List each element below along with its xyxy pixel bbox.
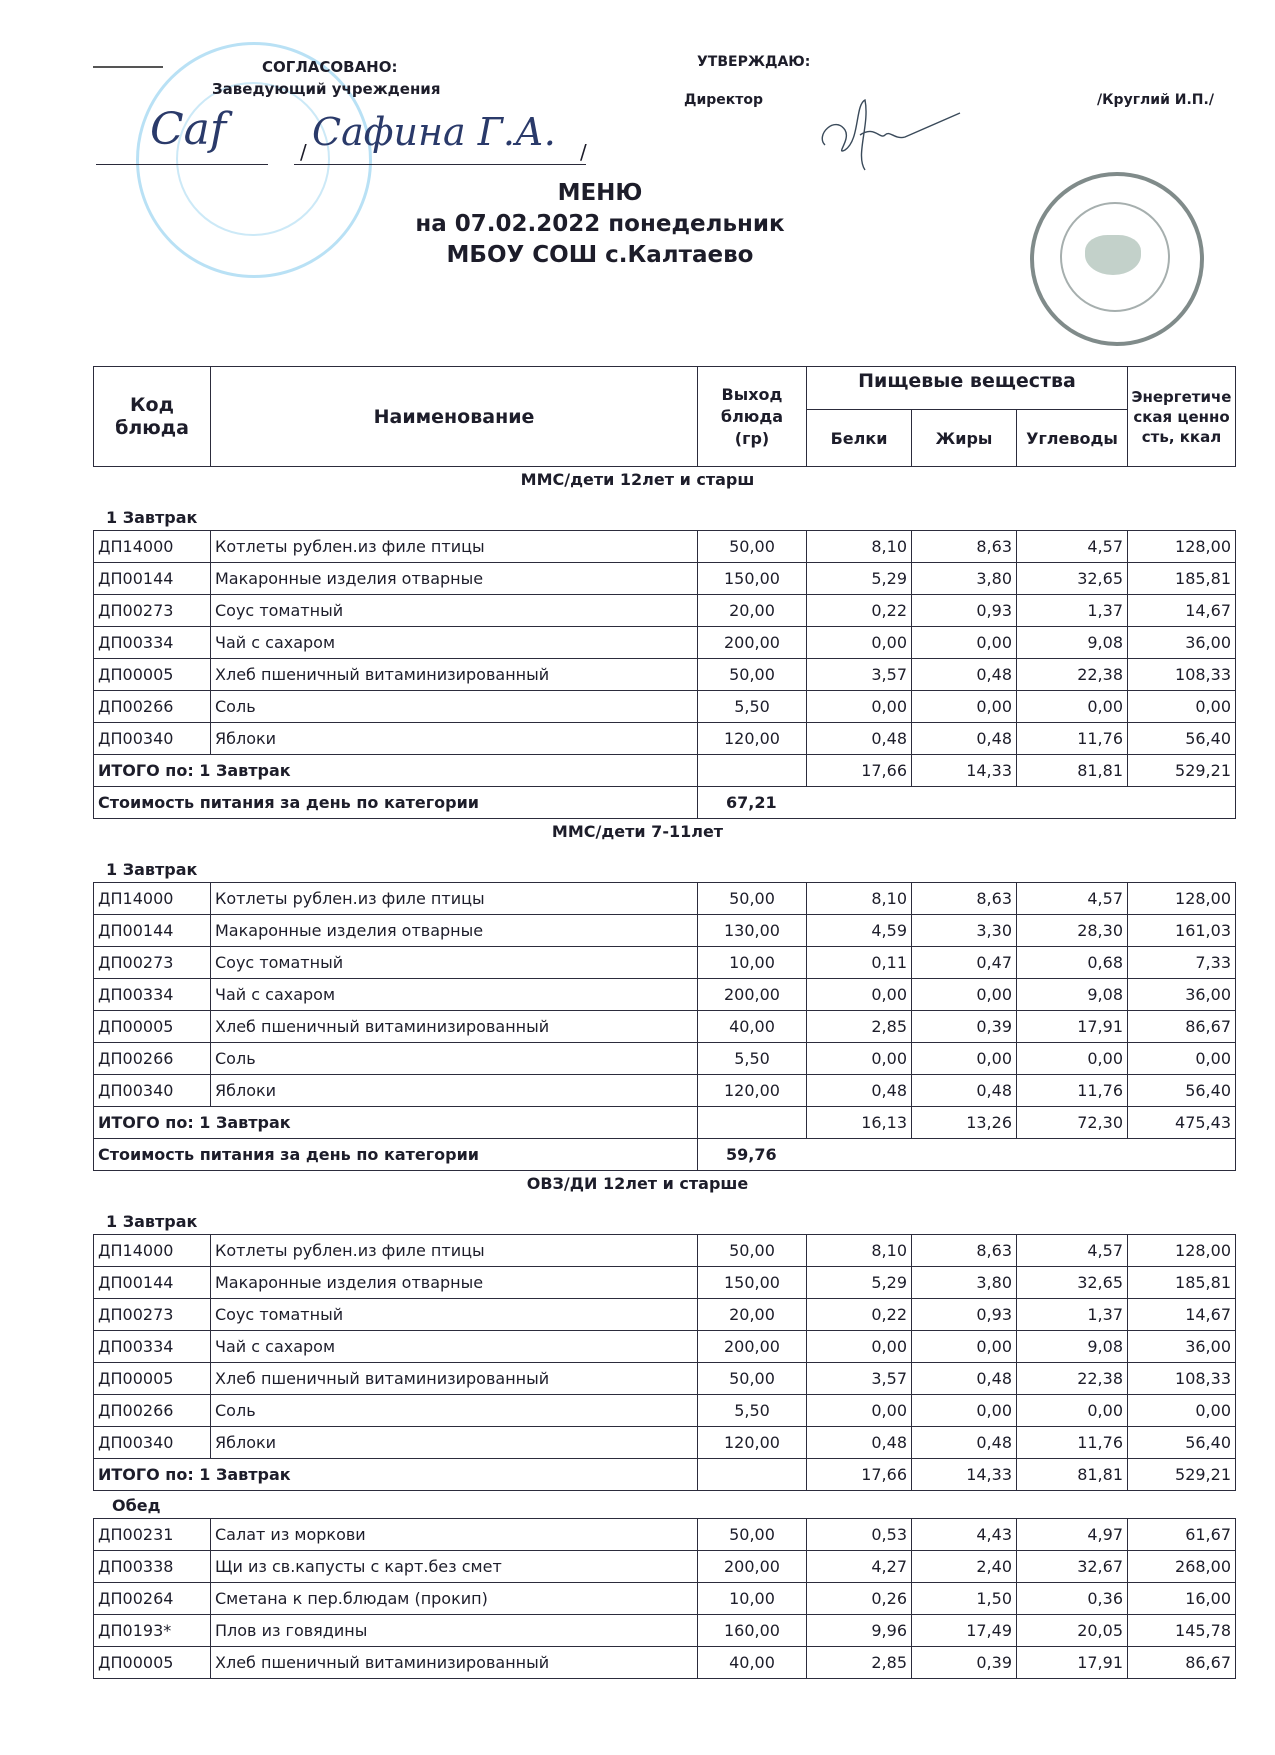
approved-role: Директор: [684, 92, 764, 108]
dish-yield: 10,00: [698, 1583, 807, 1615]
dish-code: ДП00338: [94, 1551, 211, 1583]
agreed-slash-right: /: [580, 140, 587, 164]
total-proteins: 17,66: [807, 1459, 912, 1491]
table-row: [94, 723, 1236, 755]
table-row: [94, 1647, 1236, 1679]
agreed-signature: Caf: [150, 104, 227, 155]
dish-name: Плов из говядины: [211, 1615, 698, 1647]
dish-fats: 3,30: [912, 915, 1017, 947]
dish-fats: 8,63: [912, 1235, 1017, 1267]
meal-table: [93, 882, 1236, 1171]
dish-code: ДП00334: [94, 1331, 211, 1363]
dish-name: Котлеты рублен.из филе птицы: [211, 531, 698, 563]
menu-title-block: [380, 178, 820, 271]
table-row: [94, 627, 1236, 659]
dish-name: Хлеб пшеничный витаминизированный: [211, 659, 698, 691]
table-row: [94, 979, 1236, 1011]
dish-carbs: 22,38: [1017, 659, 1128, 691]
dish-code: ДП00340: [94, 723, 211, 755]
table-row: [94, 1551, 1236, 1583]
dish-proteins: 5,29: [807, 1267, 912, 1299]
agreed-slash-left: /: [300, 140, 307, 164]
dish-fats: 0,00: [912, 627, 1017, 659]
dish-yield: 10,00: [698, 947, 807, 979]
dish-name: Яблоки: [211, 723, 698, 755]
dish-code: ДП00231: [94, 1519, 211, 1551]
dish-code: ДП0193*: [94, 1615, 211, 1647]
category-heading: ММС/дети 7-11лет: [551, 822, 724, 841]
table-row: [94, 659, 1236, 691]
table-row: [94, 1615, 1236, 1647]
dish-code: ДП14000: [94, 1235, 211, 1267]
dish-fats: 3,80: [912, 563, 1017, 595]
agreed-role: Заведующий учреждения: [212, 80, 441, 98]
dish-fats: 0,48: [912, 723, 1017, 755]
dish-carbs: 9,08: [1017, 627, 1128, 659]
header-proteins: Белки: [807, 410, 912, 467]
dish-proteins: 8,10: [807, 1235, 912, 1267]
total-carbs: 81,81: [1017, 1459, 1128, 1491]
dish-energy: 108,33: [1128, 659, 1236, 691]
table-row: [94, 1235, 1236, 1267]
dish-yield: 40,00: [698, 1011, 807, 1043]
total-proteins: 16,13: [807, 1107, 912, 1139]
table-row: [94, 1583, 1236, 1615]
agreed-signature-line: [96, 164, 268, 165]
agreed-name-handwritten: Сафина Г.А.: [312, 110, 556, 154]
dish-fats: 0,39: [912, 1011, 1017, 1043]
dish-name: Яблоки: [211, 1427, 698, 1459]
dish-fats: 0,93: [912, 1299, 1017, 1331]
dish-energy: 128,00: [1128, 531, 1236, 563]
dish-carbs: 32,65: [1017, 1267, 1128, 1299]
dish-name: Хлеб пшеничный витаминизированный: [211, 1363, 698, 1395]
dish-name: Хлеб пшеничный витаминизированный: [211, 1647, 698, 1679]
dish-fats: 0,47: [912, 947, 1017, 979]
approved-title: УТВЕРЖДАЮ:: [697, 54, 811, 70]
header-yield: Выход блюда (гр): [698, 367, 807, 467]
total-row: [94, 1459, 1236, 1491]
dish-fats: 0,48: [912, 659, 1017, 691]
dish-fats: 0,48: [912, 1363, 1017, 1395]
dish-yield: 5,50: [698, 1043, 807, 1075]
dish-proteins: 0,00: [807, 1043, 912, 1075]
dish-name: Хлеб пшеничный витаминизированный: [211, 1011, 698, 1043]
dish-energy: 0,00: [1128, 1043, 1236, 1075]
dish-energy: 36,00: [1128, 979, 1236, 1011]
total-fats: 13,26: [912, 1107, 1017, 1139]
dish-energy: 86,67: [1128, 1647, 1236, 1679]
dish-yield: 50,00: [698, 659, 807, 691]
dish-energy: 14,67: [1128, 1299, 1236, 1331]
dish-yield: 200,00: [698, 1551, 807, 1583]
dish-fats: 3,80: [912, 1267, 1017, 1299]
dish-code: ДП00005: [94, 1647, 211, 1679]
dish-code: ДП00005: [94, 1363, 211, 1395]
dish-fats: 0,48: [912, 1427, 1017, 1459]
dish-energy: 128,00: [1128, 883, 1236, 915]
meal-heading: 1 Завтрак: [106, 508, 198, 527]
dish-name: Сметана к пер.блюдам (прокип): [211, 1583, 698, 1615]
dish-proteins: 0,00: [807, 979, 912, 1011]
dish-carbs: 4,57: [1017, 1235, 1128, 1267]
dish-energy: 56,40: [1128, 1427, 1236, 1459]
dish-name: Соус томатный: [211, 595, 698, 627]
dish-carbs: 4,97: [1017, 1519, 1128, 1551]
dish-proteins: 8,10: [807, 883, 912, 915]
dish-name: Соль: [211, 1043, 698, 1075]
dish-yield: 120,00: [698, 1075, 807, 1107]
dish-proteins: 0,48: [807, 1427, 912, 1459]
dish-proteins: 0,26: [807, 1583, 912, 1615]
dish-proteins: 5,29: [807, 563, 912, 595]
dish-yield: 200,00: [698, 1331, 807, 1363]
dish-name: Котлеты рублен.из филе птицы: [211, 1235, 698, 1267]
dish-yield: 20,00: [698, 1299, 807, 1331]
dish-energy: 0,00: [1128, 1395, 1236, 1427]
dish-code: ДП00334: [94, 979, 211, 1011]
table-row: [94, 1331, 1236, 1363]
menu-date: на 07.02.2022 понедельник: [415, 211, 785, 237]
dish-code: ДП00266: [94, 1395, 211, 1427]
dish-code: ДП00264: [94, 1583, 211, 1615]
dish-name: Чай с сахаром: [211, 627, 698, 659]
dish-name: Соус томатный: [211, 947, 698, 979]
dish-yield: 50,00: [698, 1519, 807, 1551]
dish-carbs: 4,57: [1017, 531, 1128, 563]
dish-yield: 5,50: [698, 1395, 807, 1427]
dish-carbs: 0,68: [1017, 947, 1128, 979]
dish-proteins: 0,00: [807, 1331, 912, 1363]
dish-carbs: 32,65: [1017, 563, 1128, 595]
dish-fats: 2,40: [912, 1551, 1017, 1583]
director-signature: [815, 95, 965, 175]
dish-carbs: 32,67: [1017, 1551, 1128, 1583]
total-energy: 475,43: [1128, 1107, 1236, 1139]
dish-carbs: 9,08: [1017, 979, 1128, 1011]
dish-code: ДП00144: [94, 1267, 211, 1299]
dish-carbs: 11,76: [1017, 723, 1128, 755]
dish-energy: 161,03: [1128, 915, 1236, 947]
cost-label: Стоимость питания за день по категории: [94, 787, 698, 819]
dish-code: ДП00005: [94, 659, 211, 691]
dish-yield: 50,00: [698, 883, 807, 915]
dish-carbs: 17,91: [1017, 1647, 1128, 1679]
header-energy: Энергетическая ценность, ккал: [1128, 367, 1236, 467]
dish-proteins: 8,10: [807, 531, 912, 563]
dish-carbs: 0,36: [1017, 1583, 1128, 1615]
dish-name: Макаронные изделия отварные: [211, 1267, 698, 1299]
dish-name: Салат из моркови: [211, 1519, 698, 1551]
dish-yield: 50,00: [698, 531, 807, 563]
school-seal-emblem: [1085, 235, 1141, 275]
total-energy: 529,21: [1128, 1459, 1236, 1491]
dish-carbs: 0,00: [1017, 691, 1128, 723]
dish-yield: 50,00: [698, 1235, 807, 1267]
table-row: [94, 691, 1236, 723]
menu-title: МЕНЮ: [557, 180, 643, 206]
dish-proteins: 0,11: [807, 947, 912, 979]
menu-table-header: [93, 366, 1236, 467]
dish-energy: 0,00: [1128, 691, 1236, 723]
dish-carbs: 0,00: [1017, 1043, 1128, 1075]
table-row: [94, 915, 1236, 947]
dish-yield: 200,00: [698, 979, 807, 1011]
dish-energy: 14,67: [1128, 595, 1236, 627]
dish-energy: 61,67: [1128, 1519, 1236, 1551]
dish-proteins: 4,27: [807, 1551, 912, 1583]
dish-carbs: 17,91: [1017, 1011, 1128, 1043]
dish-proteins: 2,85: [807, 1011, 912, 1043]
dish-carbs: 9,08: [1017, 1331, 1128, 1363]
cost-row: [94, 1139, 1236, 1171]
table-row: [94, 883, 1236, 915]
dish-code: ДП14000: [94, 531, 211, 563]
dish-proteins: 0,22: [807, 595, 912, 627]
header-fats: Жиры: [912, 410, 1017, 467]
table-row: [94, 1043, 1236, 1075]
dish-carbs: 11,76: [1017, 1075, 1128, 1107]
category-heading: ММС/дети 12лет и старш: [520, 470, 755, 489]
table-row: [94, 1299, 1236, 1331]
dish-yield: 200,00: [698, 627, 807, 659]
meal-table: [93, 1518, 1236, 1679]
meal-heading: 1 Завтрак: [106, 860, 198, 879]
dish-yield: 160,00: [698, 1615, 807, 1647]
dish-name: Щи из св.капусты с карт.без смет: [211, 1551, 698, 1583]
dish-proteins: 3,57: [807, 1363, 912, 1395]
header-nutrients: Пищевые вещества: [807, 367, 1128, 410]
total-row: [94, 755, 1236, 787]
dish-fats: 0,00: [912, 1395, 1017, 1427]
table-row: [94, 1363, 1236, 1395]
cost-value: 67,21: [698, 787, 1236, 819]
dish-energy: 56,40: [1128, 723, 1236, 755]
dish-proteins: 9,96: [807, 1615, 912, 1647]
cost-label: Стоимость питания за день по категории: [94, 1139, 698, 1171]
dish-yield: 130,00: [698, 915, 807, 947]
dish-energy: 185,81: [1128, 1267, 1236, 1299]
dish-proteins: 0,00: [807, 627, 912, 659]
table-row: [94, 595, 1236, 627]
dish-energy: 16,00: [1128, 1583, 1236, 1615]
dish-code: ДП14000: [94, 883, 211, 915]
dish-proteins: 0,48: [807, 723, 912, 755]
dish-name: Макаронные изделия отварные: [211, 563, 698, 595]
dish-name: Соль: [211, 691, 698, 723]
dish-fats: 0,00: [912, 1331, 1017, 1363]
dish-code: ДП00144: [94, 563, 211, 595]
table-row: [94, 563, 1236, 595]
dish-name: Яблоки: [211, 1075, 698, 1107]
table-row: [94, 1395, 1236, 1427]
table-row: [94, 1267, 1236, 1299]
total-label: ИТОГО по: 1 Завтрак: [94, 1459, 698, 1491]
header-carbs: Углеводы: [1017, 410, 1128, 467]
dish-proteins: 4,59: [807, 915, 912, 947]
dish-yield: 5,50: [698, 691, 807, 723]
dish-proteins: 3,57: [807, 659, 912, 691]
table-row: [94, 1427, 1236, 1459]
dish-proteins: 2,85: [807, 1647, 912, 1679]
dish-name: Соус томатный: [211, 1299, 698, 1331]
dish-fats: 0,00: [912, 691, 1017, 723]
total-yield-empty: [698, 1107, 807, 1139]
dish-yield: 120,00: [698, 723, 807, 755]
total-label: ИТОГО по: 1 Завтрак: [94, 1107, 698, 1139]
dish-energy: 36,00: [1128, 627, 1236, 659]
dish-code: ДП00266: [94, 691, 211, 723]
menu-school: МБОУ СОШ с.Калтаево: [446, 242, 754, 268]
total-fats: 14,33: [912, 1459, 1017, 1491]
table-row: [94, 1519, 1236, 1551]
meal-table: [93, 1234, 1236, 1491]
total-yield-empty: [698, 755, 807, 787]
dish-carbs: 22,38: [1017, 1363, 1128, 1395]
dish-carbs: 11,76: [1017, 1427, 1128, 1459]
dish-fats: 0,48: [912, 1075, 1017, 1107]
total-label: ИТОГО по: 1 Завтрак: [94, 755, 698, 787]
dish-yield: 20,00: [698, 595, 807, 627]
dish-proteins: 0,53: [807, 1519, 912, 1551]
dish-energy: 185,81: [1128, 563, 1236, 595]
dish-energy: 36,00: [1128, 1331, 1236, 1363]
dish-fats: 0,00: [912, 979, 1017, 1011]
total-row: [94, 1107, 1236, 1139]
dish-carbs: 1,37: [1017, 595, 1128, 627]
table-row: [94, 1075, 1236, 1107]
agreed-title: СОГЛАСОВАНО:: [262, 58, 398, 76]
dish-fats: 4,43: [912, 1519, 1017, 1551]
total-fats: 14,33: [912, 755, 1017, 787]
dish-code: ДП00273: [94, 1299, 211, 1331]
total-energy: 529,21: [1128, 755, 1236, 787]
dish-energy: 108,33: [1128, 1363, 1236, 1395]
dish-name: Чай с сахаром: [211, 979, 698, 1011]
dish-fats: 17,49: [912, 1615, 1017, 1647]
dish-yield: 40,00: [698, 1647, 807, 1679]
category-heading: ОВЗ/ДИ 12лет и старше: [526, 1174, 749, 1193]
agreed-dash-mark: [93, 66, 163, 68]
dish-carbs: 20,05: [1017, 1615, 1128, 1647]
cost-value: 59,76: [698, 1139, 1236, 1171]
dish-code: ДП00273: [94, 595, 211, 627]
dish-proteins: 0,00: [807, 1395, 912, 1427]
dish-proteins: 0,48: [807, 1075, 912, 1107]
dish-name: Соль: [211, 1395, 698, 1427]
table-row: [94, 947, 1236, 979]
dish-proteins: 0,22: [807, 1299, 912, 1331]
dish-yield: 150,00: [698, 563, 807, 595]
table-row: [94, 531, 1236, 563]
dish-fats: 0,39: [912, 1647, 1017, 1679]
dish-yield: 120,00: [698, 1427, 807, 1459]
dish-fats: 8,63: [912, 531, 1017, 563]
meal-heading: 1 Завтрак: [106, 1212, 198, 1231]
total-yield-empty: [698, 1459, 807, 1491]
approved-name: /Круглий И.П./: [1097, 92, 1214, 108]
dish-code: ДП00144: [94, 915, 211, 947]
dish-code: ДП00005: [94, 1011, 211, 1043]
dish-carbs: 0,00: [1017, 1395, 1128, 1427]
header-code: Код блюда: [94, 367, 211, 467]
dish-carbs: 4,57: [1017, 883, 1128, 915]
dish-energy: 128,00: [1128, 1235, 1236, 1267]
dish-energy: 268,00: [1128, 1551, 1236, 1583]
agreed-name-line: [294, 164, 586, 165]
dish-fats: 0,00: [912, 1043, 1017, 1075]
meal-heading: Обед: [112, 1496, 161, 1515]
dish-fats: 8,63: [912, 883, 1017, 915]
dish-code: ДП00334: [94, 627, 211, 659]
dish-energy: 86,67: [1128, 1011, 1236, 1043]
total-carbs: 72,30: [1017, 1107, 1128, 1139]
total-proteins: 17,66: [807, 755, 912, 787]
dish-name: Чай с сахаром: [211, 1331, 698, 1363]
table-row: [94, 1011, 1236, 1043]
dish-yield: 150,00: [698, 1267, 807, 1299]
dish-name: Макаронные изделия отварные: [211, 915, 698, 947]
dish-code: ДП00340: [94, 1427, 211, 1459]
dish-name: Котлеты рублен.из филе птицы: [211, 883, 698, 915]
dish-energy: 145,78: [1128, 1615, 1236, 1647]
dish-carbs: 1,37: [1017, 1299, 1128, 1331]
dish-code: ДП00340: [94, 1075, 211, 1107]
dish-yield: 50,00: [698, 1363, 807, 1395]
dish-fats: 0,93: [912, 595, 1017, 627]
total-carbs: 81,81: [1017, 755, 1128, 787]
cost-row: [94, 787, 1236, 819]
dish-code: ДП00273: [94, 947, 211, 979]
dish-carbs: 28,30: [1017, 915, 1128, 947]
meal-table: [93, 530, 1236, 819]
dish-proteins: 0,00: [807, 691, 912, 723]
dish-fats: 1,50: [912, 1583, 1017, 1615]
dish-energy: 7,33: [1128, 947, 1236, 979]
header-name: Наименование: [211, 367, 698, 467]
dish-code: ДП00266: [94, 1043, 211, 1075]
dish-energy: 56,40: [1128, 1075, 1236, 1107]
